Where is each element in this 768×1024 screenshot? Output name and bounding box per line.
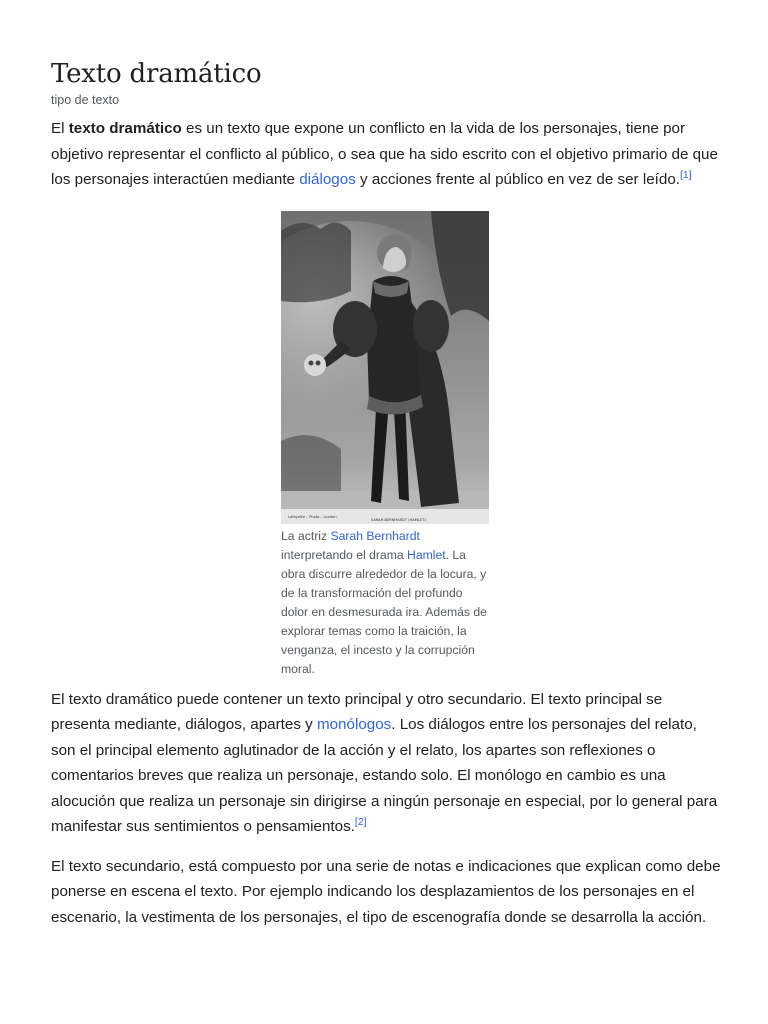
intro-paragraph [51, 116, 723, 193]
reference-link-1[interactable]: [1] [680, 168, 692, 181]
intro-bold-term: texto dramático [68, 120, 182, 137]
reference-link-2[interactable]: [2] [354, 815, 367, 828]
photo-subject-label: SARAH-BERNHARDT (HAMLET.) [371, 517, 427, 522]
paragraph-texto-principal [51, 687, 723, 840]
link-dialogos[interactable]: diálogos [299, 171, 356, 188]
intro-text-2: es un texto que expone un conflicto en la vida de los personajes, tiene por objetivo representar el conflicto al público, o sea que ha sido escrito con el objetivo primario de que los personajes interactúen mediante [51, 120, 718, 188]
para2-text-2: . Los diálogos entre los personajes del relato, son el principal elemento aglutinador de la acción y el relato, los apartes son reflexiones o comentarios breves que realiza un personaje, estando solo. El monólogo en cambio es una alocución que realiza un personaje sin dirigirse a ningún personaje en especial, por lo general para manifestar sus sentimientos o pensamientos. [51, 716, 718, 835]
caption-text-2: interpretando el drama [281, 547, 408, 562]
page-title: Texto dramático [51, 59, 262, 89]
link-sarah-bernhardt[interactable]: Sarah Bernhardt [330, 528, 420, 543]
paragraph-texto-secundario: El texto secundario, está compuesto por una serie de notas e indicaciones que explican como debe ponerse en escena el texto. Por ejemplo indicando los desplazamientos de los personajes en el escenario, la vestimenta de los personajes, el tipo de escenografía donde se desarrolla la acción. [51, 857, 721, 926]
link-hamlet[interactable]: Hamlet [407, 547, 446, 562]
hamlet-photo[interactable] [281, 211, 489, 524]
caption-text-1: La actriz [281, 528, 331, 543]
page-subtitle: tipo de texto [51, 93, 120, 107]
article [51, 0, 723, 930]
caption-text-3: . La obra discurre alrededor de la locura, y de la transformación del profundo dolor en desmesurada ira. Además de explorar temas como la traición, la venganza, el incesto y la corrupción moral. [281, 547, 487, 676]
figure-caption [281, 527, 489, 679]
para2-text-1: El texto dramático puede contener un texto principal y otro secundario. El texto principal se presenta mediante, diálogos, apartes y [51, 690, 663, 733]
figure [281, 211, 489, 679]
intro-text-3: y acciones frente al público en vez de ser leído. [355, 171, 680, 188]
link-monologos[interactable]: monólogos [316, 716, 392, 733]
intro-text-1: El [51, 120, 69, 137]
photo-credit-label: Lafayette – Photo – London. [288, 514, 338, 519]
